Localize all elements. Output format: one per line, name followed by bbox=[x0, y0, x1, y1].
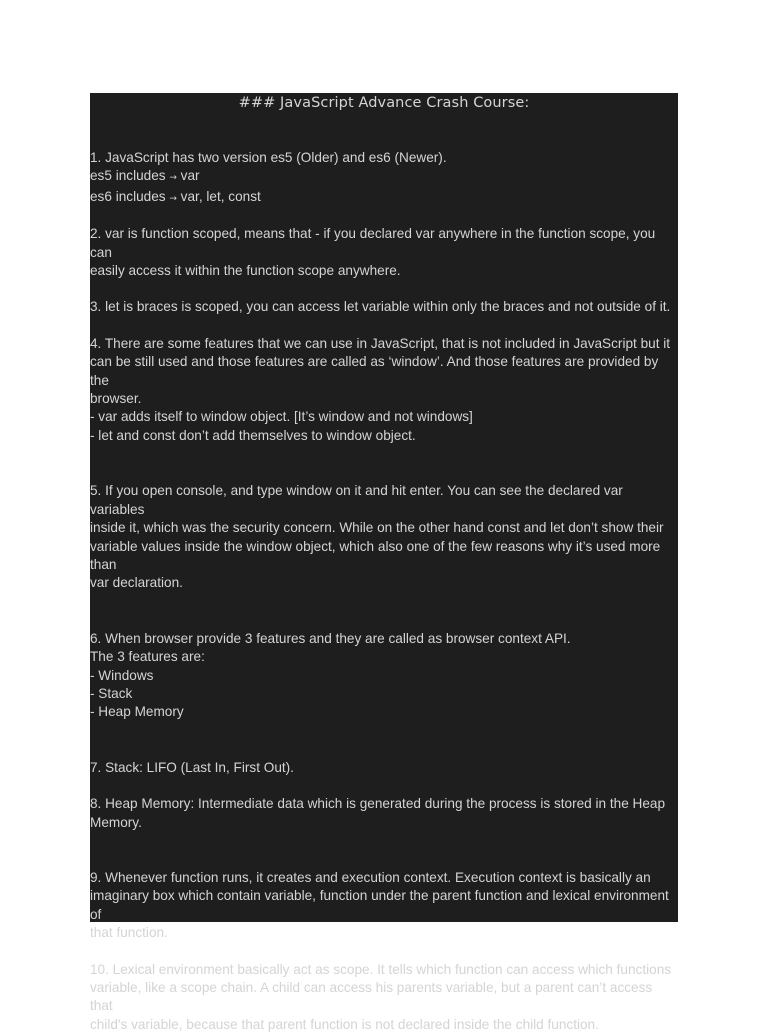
section-1-line-3-post: var, let, const bbox=[176, 188, 261, 204]
section-10-line-3: child's variable, because that parent function is not declared inside the child function. bbox=[90, 1016, 599, 1032]
section-1-line-2-post: var bbox=[176, 168, 200, 184]
section-5 bbox=[90, 482, 678, 592]
section-5-line-4: var declaration. bbox=[90, 575, 183, 591]
section-8-line-1: 8. Heap Memory: Intermediate data which is generated during the process is stored in the Heap bbox=[90, 796, 666, 812]
section-4-line-5: - let and const don’t add themselves to window object. bbox=[90, 427, 416, 443]
section-1-line-2-pre: es5 includes bbox=[90, 168, 170, 184]
arrow-icon: → bbox=[169, 173, 177, 184]
section-7 bbox=[90, 759, 678, 777]
section-2-line-1: 2. var is function scoped, means that - if you declared var anywhere in the function scope, you can bbox=[90, 226, 656, 260]
section-1-line-1: 1. JavaScript has two version es5 (Older) and es6 (Newer). bbox=[90, 150, 447, 165]
section-6-line-1: 6. When browser provide 3 features and they are called as browser context API. bbox=[90, 630, 571, 646]
section-7-line-1: 7. Stack: LIFO (Last In, First Out). bbox=[90, 759, 294, 775]
section-6 bbox=[90, 630, 678, 722]
section-9-line-2: imaginary box which contain variable, function under the parent function and lexical environment of bbox=[90, 888, 669, 922]
section-9 bbox=[90, 869, 678, 943]
section-5-line-3: variable values inside the window object, which also one of the few reasons why it’s used more than bbox=[90, 538, 661, 572]
section-1-line-3 bbox=[90, 188, 678, 208]
section-9-line-1: 9. Whenever function runs, it creates and execution context. Execution context is basically an bbox=[90, 869, 651, 885]
section-4-line-3: browser. bbox=[90, 391, 142, 407]
arrow-icon: → bbox=[169, 193, 177, 204]
section-8-line-2: Memory. bbox=[90, 814, 142, 830]
section-4-line-2: can be still used and those features are called as ‘window’. And those features are provided by the bbox=[90, 354, 659, 388]
section-2-line-2: easily access it within the function scope anywhere. bbox=[90, 263, 401, 279]
section-10-line-2: variable, like a scope chain. A child can access his parents variable, but a parent can’t access that bbox=[90, 980, 653, 1014]
document-title: ### JavaScript Advance Crash Course: bbox=[238, 95, 530, 111]
section-6-line-3: - Windows bbox=[90, 667, 154, 683]
section-1-line-2 bbox=[90, 167, 678, 187]
section-8 bbox=[90, 795, 678, 832]
section-10-line-1: 10. Lexical environment basically act as scope. It tells which function can access which functions bbox=[90, 961, 672, 977]
section-6-line-4: - Stack bbox=[90, 685, 133, 701]
section-2 bbox=[90, 225, 678, 280]
section-6-line-5: - Heap Memory bbox=[90, 704, 184, 720]
dark-text-block bbox=[90, 93, 678, 1032]
section-3 bbox=[90, 298, 678, 316]
section-1-line-3-pre: es6 includes bbox=[90, 188, 170, 204]
section-4-line-4: - var adds itself to window object. [It’s window and not windows] bbox=[90, 409, 473, 425]
section-10 bbox=[90, 961, 678, 1034]
section-4 bbox=[90, 335, 678, 445]
section-1 bbox=[90, 149, 678, 208]
section-3-line-1: 3. let is braces is scoped, you can access let variable within only the braces and not outside of it. bbox=[90, 299, 671, 315]
section-9-line-3: that function. bbox=[90, 925, 168, 941]
section-6-line-2: The 3 features are: bbox=[90, 649, 205, 665]
section-4-line-1: 4. There are some features that we can use in JavaScript, that is not included in JavaScript but it bbox=[90, 335, 671, 351]
section-5-line-2: inside it, which was the security concern. While on the other hand const and let don’t show their bbox=[90, 520, 664, 536]
section-5-line-1: 5. If you open console, and type window on it and hit enter. You can see the declared var variables bbox=[90, 483, 623, 517]
